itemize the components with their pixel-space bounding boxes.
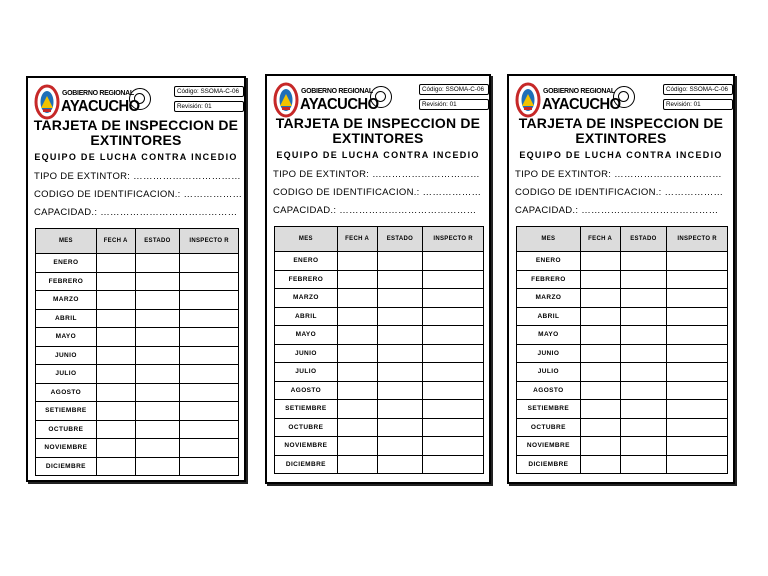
month-cell: FEBRERO xyxy=(36,272,97,291)
estado-cell xyxy=(377,326,423,345)
card-header xyxy=(515,80,735,120)
inspector-cell xyxy=(180,272,239,291)
inspector-cell xyxy=(423,344,484,363)
table-row xyxy=(36,272,239,291)
fecha-cell xyxy=(96,457,135,476)
estado-cell xyxy=(620,437,667,456)
fecha-cell xyxy=(337,307,377,326)
month-cell: ENERO xyxy=(36,254,97,273)
table-row xyxy=(517,418,728,437)
document-code: Código: SSOMA-C-06 xyxy=(174,86,244,97)
fecha-cell xyxy=(96,439,135,458)
header-estado: ESTADO xyxy=(620,227,667,252)
fecha-cell xyxy=(580,437,620,456)
table-row xyxy=(275,344,484,363)
regional-government-logo-icon xyxy=(515,82,541,118)
inspector-cell xyxy=(423,270,484,289)
month-cell: MARZO xyxy=(275,289,338,308)
estado-cell xyxy=(620,326,667,345)
inspector-cell xyxy=(180,402,239,421)
document-code: Código: SSOMA-C-06 xyxy=(663,84,733,95)
identification-code-field[interactable]: CODIGO DE IDENTIFICACION.: ……………… xyxy=(515,187,724,198)
estado-cell xyxy=(135,365,180,384)
month-cell: MAYO xyxy=(275,326,338,345)
estado-cell xyxy=(135,457,180,476)
organization-small-label: GOBIERNO REGIONAL xyxy=(543,88,615,95)
card-title: TARJETA DE INSPECCION DE EXTINTORES xyxy=(33,117,239,148)
header-estado: ESTADO xyxy=(377,227,423,252)
month-cell: NOVIEMBRE xyxy=(517,437,581,456)
estado-cell xyxy=(620,344,667,363)
inspection-table xyxy=(274,226,484,474)
inspector-cell xyxy=(180,328,239,347)
table-row xyxy=(275,289,484,308)
estado-cell xyxy=(135,272,180,291)
inspector-cell xyxy=(180,365,239,384)
organization-name: AYACUCHO xyxy=(542,96,621,113)
month-cell: ENERO xyxy=(275,252,338,271)
month-cell: OCTUBRE xyxy=(275,418,338,437)
month-cell: OCTUBRE xyxy=(36,420,97,439)
fecha-cell xyxy=(580,307,620,326)
regional-government-logo-icon xyxy=(273,82,299,118)
table-row xyxy=(517,326,728,345)
inspector-cell xyxy=(667,344,728,363)
estado-cell xyxy=(377,289,423,308)
fecha-cell xyxy=(337,363,377,382)
inspector-cell xyxy=(667,400,728,419)
fecha-cell xyxy=(580,252,620,271)
estado-cell xyxy=(620,400,667,419)
month-cell: NOVIEMBRE xyxy=(275,437,338,456)
card-subtitle: EQUIPO DE LUCHA CONTRA INCEDIO xyxy=(34,152,238,162)
card-header xyxy=(34,82,246,122)
month-cell: SETIEMBRE xyxy=(36,402,97,421)
estado-cell xyxy=(377,344,423,363)
month-cell: JUNIO xyxy=(517,344,581,363)
table-row xyxy=(36,402,239,421)
estado-cell xyxy=(620,252,667,271)
table-row xyxy=(36,346,239,365)
inspector-cell xyxy=(667,455,728,474)
extinguisher-type-field[interactable]: TIPO DE EXTINTOR: …………………………… xyxy=(515,169,722,180)
inspector-cell xyxy=(423,252,484,271)
card-title: TARJETA DE INSPECCION DE EXTINTORES xyxy=(518,115,724,146)
month-cell: ABRIL xyxy=(517,307,581,326)
header-fecha: FECH A xyxy=(96,229,135,254)
inspector-cell xyxy=(423,363,484,382)
inspector-cell xyxy=(667,363,728,382)
document-revision: Revisión: 01 xyxy=(174,101,244,112)
fecha-cell xyxy=(580,400,620,419)
month-cell: ENERO xyxy=(517,252,581,271)
header-inspector: INSPECTO R xyxy=(423,227,484,252)
inspector-cell xyxy=(180,383,239,402)
card-title: TARJETA DE INSPECCION DE EXTINTORES xyxy=(275,115,481,146)
estado-cell xyxy=(377,418,423,437)
table-row xyxy=(36,254,239,273)
inspector-cell xyxy=(180,420,239,439)
table-row xyxy=(36,309,239,328)
header-fecha: FECH A xyxy=(337,227,377,252)
estado-cell xyxy=(135,291,180,310)
inspector-cell xyxy=(667,289,728,308)
month-cell: AGOSTO xyxy=(517,381,581,400)
table-header-row xyxy=(517,227,728,252)
month-cell: DICIEMBRE xyxy=(36,457,97,476)
inspection-table xyxy=(516,226,728,474)
card-header xyxy=(273,80,491,120)
estado-cell xyxy=(135,420,180,439)
fecha-cell xyxy=(580,289,620,308)
table-row xyxy=(275,418,484,437)
table-row xyxy=(36,439,239,458)
fecha-cell xyxy=(337,344,377,363)
fecha-cell xyxy=(580,344,620,363)
table-row xyxy=(36,365,239,384)
fecha-cell xyxy=(337,400,377,419)
inspector-cell xyxy=(667,270,728,289)
month-cell: SETIEMBRE xyxy=(517,400,581,419)
month-cell: MARZO xyxy=(36,291,97,310)
inspector-cell xyxy=(667,418,728,437)
table-row xyxy=(517,344,728,363)
fecha-cell xyxy=(96,272,135,291)
inspector-cell xyxy=(423,437,484,456)
header-mes: MES xyxy=(275,227,338,252)
estado-cell xyxy=(377,252,423,271)
month-cell: FEBRERO xyxy=(275,270,338,289)
organization-name: AYACUCHO xyxy=(61,98,140,115)
header-estado: ESTADO xyxy=(135,229,180,254)
inspector-cell xyxy=(423,326,484,345)
fecha-cell xyxy=(580,363,620,382)
month-cell: JULIO xyxy=(275,363,338,382)
identification-code-field[interactable]: CODIGO DE IDENTIFICACION.: ……………… xyxy=(34,189,243,200)
fecha-cell xyxy=(337,270,377,289)
table-row xyxy=(517,363,728,382)
table-header-row xyxy=(275,227,484,252)
table-row xyxy=(275,307,484,326)
inspector-cell xyxy=(423,307,484,326)
inspector-cell xyxy=(180,309,239,328)
organization-small-label: GOBIERNO REGIONAL xyxy=(301,88,373,95)
month-cell: NOVIEMBRE xyxy=(36,439,97,458)
inspector-cell xyxy=(667,326,728,345)
fecha-cell xyxy=(96,328,135,347)
table-row xyxy=(36,383,239,402)
inspector-cell xyxy=(423,381,484,400)
fecha-cell xyxy=(580,326,620,345)
table-row xyxy=(517,289,728,308)
estado-cell xyxy=(377,455,423,474)
identification-code-field[interactable]: CODIGO DE IDENTIFICACION.: ……………… xyxy=(273,187,482,198)
month-cell: MARZO xyxy=(517,289,581,308)
seal-icon xyxy=(613,86,635,108)
extinguisher-type-field[interactable]: TIPO DE EXTINTOR: …………………………… xyxy=(34,171,241,182)
capacity-field[interactable]: CAPACIDAD.: …………………………………… xyxy=(515,205,719,216)
header-inspector: INSPECTO R xyxy=(667,227,728,252)
table-row xyxy=(517,437,728,456)
table-row xyxy=(275,400,484,419)
month-cell: ABRIL xyxy=(275,307,338,326)
inspector-cell xyxy=(667,307,728,326)
fecha-cell xyxy=(337,381,377,400)
table-row xyxy=(517,270,728,289)
month-cell: JULIO xyxy=(517,363,581,382)
fecha-cell xyxy=(337,252,377,271)
inspection-table xyxy=(35,228,239,476)
document-revision: Revisión: 01 xyxy=(419,99,489,110)
fecha-cell xyxy=(580,455,620,474)
month-cell: JUNIO xyxy=(36,346,97,365)
document-code: Código: SSOMA-C-06 xyxy=(419,84,489,95)
inspection-card-2 xyxy=(265,74,491,484)
organization-small-label: GOBIERNO REGIONAL xyxy=(62,90,134,97)
table-row xyxy=(275,363,484,382)
regional-government-logo-icon xyxy=(34,84,60,120)
month-cell: DICIEMBRE xyxy=(275,455,338,474)
fecha-cell xyxy=(96,291,135,310)
month-cell: OCTUBRE xyxy=(517,418,581,437)
fecha-cell xyxy=(96,420,135,439)
inspector-cell xyxy=(423,400,484,419)
estado-cell xyxy=(620,381,667,400)
month-cell: SETIEMBRE xyxy=(275,400,338,419)
fecha-cell xyxy=(337,289,377,308)
estado-cell xyxy=(135,402,180,421)
seal-icon xyxy=(129,88,151,110)
month-cell: AGOSTO xyxy=(275,381,338,400)
estado-cell xyxy=(135,346,180,365)
estado-cell xyxy=(377,381,423,400)
header-mes: MES xyxy=(36,229,97,254)
table-row xyxy=(275,455,484,474)
estado-cell xyxy=(377,363,423,382)
fecha-cell xyxy=(337,418,377,437)
fecha-cell xyxy=(96,365,135,384)
inspection-card-3 xyxy=(507,74,735,484)
fecha-cell xyxy=(580,270,620,289)
organization-name: AYACUCHO xyxy=(300,96,379,113)
table-row xyxy=(36,457,239,476)
table-row xyxy=(36,291,239,310)
inspector-cell xyxy=(423,418,484,437)
inspector-cell xyxy=(180,346,239,365)
table-row xyxy=(36,420,239,439)
inspector-cell xyxy=(423,455,484,474)
estado-cell xyxy=(377,437,423,456)
document-revision: Revisión: 01 xyxy=(663,99,733,110)
fecha-cell xyxy=(96,402,135,421)
table-row xyxy=(36,328,239,347)
capacity-field[interactable]: CAPACIDAD.: …………………………………… xyxy=(273,205,477,216)
estado-cell xyxy=(620,307,667,326)
month-cell: MAYO xyxy=(517,326,581,345)
table-row xyxy=(275,252,484,271)
inspector-cell xyxy=(180,254,239,273)
estado-cell xyxy=(135,309,180,328)
table-header-row xyxy=(36,229,239,254)
inspector-cell xyxy=(423,289,484,308)
inspector-cell xyxy=(667,381,728,400)
estado-cell xyxy=(377,400,423,419)
month-cell: DICIEMBRE xyxy=(517,455,581,474)
estado-cell xyxy=(135,439,180,458)
estado-cell xyxy=(620,363,667,382)
table-row xyxy=(275,437,484,456)
estado-cell xyxy=(377,307,423,326)
table-row xyxy=(517,455,728,474)
table-row xyxy=(517,400,728,419)
month-cell: MAYO xyxy=(36,328,97,347)
inspection-card-1 xyxy=(26,76,246,482)
inspector-cell xyxy=(180,291,239,310)
table-row xyxy=(517,381,728,400)
estado-cell xyxy=(620,289,667,308)
card-subtitle: EQUIPO DE LUCHA CONTRA INCEDIO xyxy=(276,150,480,160)
month-cell: JUNIO xyxy=(275,344,338,363)
inspector-cell xyxy=(180,457,239,476)
inspector-cell xyxy=(180,439,239,458)
seal-icon xyxy=(370,86,392,108)
fecha-cell xyxy=(96,309,135,328)
extinguisher-type-field[interactable]: TIPO DE EXTINTOR: …………………………… xyxy=(273,169,480,180)
table-row xyxy=(517,252,728,271)
fecha-cell xyxy=(96,383,135,402)
estado-cell xyxy=(620,270,667,289)
header-inspector: INSPECTO R xyxy=(180,229,239,254)
month-cell: FEBRERO xyxy=(517,270,581,289)
estado-cell xyxy=(377,270,423,289)
table-row xyxy=(517,307,728,326)
table-row xyxy=(275,270,484,289)
fecha-cell xyxy=(337,437,377,456)
table-row xyxy=(275,326,484,345)
estado-cell xyxy=(135,254,180,273)
capacity-field[interactable]: CAPACIDAD.: …………………………………… xyxy=(34,207,238,218)
card-subtitle: EQUIPO DE LUCHA CONTRA INCEDIO xyxy=(519,150,723,160)
fecha-cell xyxy=(337,455,377,474)
inspector-cell xyxy=(667,437,728,456)
month-cell: AGOSTO xyxy=(36,383,97,402)
estado-cell xyxy=(135,383,180,402)
fecha-cell xyxy=(96,254,135,273)
fecha-cell xyxy=(580,418,620,437)
header-mes: MES xyxy=(517,227,581,252)
inspector-cell xyxy=(667,252,728,271)
table-row xyxy=(275,381,484,400)
estado-cell xyxy=(620,455,667,474)
month-cell: JULIO xyxy=(36,365,97,384)
estado-cell xyxy=(620,418,667,437)
fecha-cell xyxy=(96,346,135,365)
fecha-cell xyxy=(337,326,377,345)
fecha-cell xyxy=(580,381,620,400)
estado-cell xyxy=(135,328,180,347)
month-cell: ABRIL xyxy=(36,309,97,328)
header-fecha: FECH A xyxy=(580,227,620,252)
